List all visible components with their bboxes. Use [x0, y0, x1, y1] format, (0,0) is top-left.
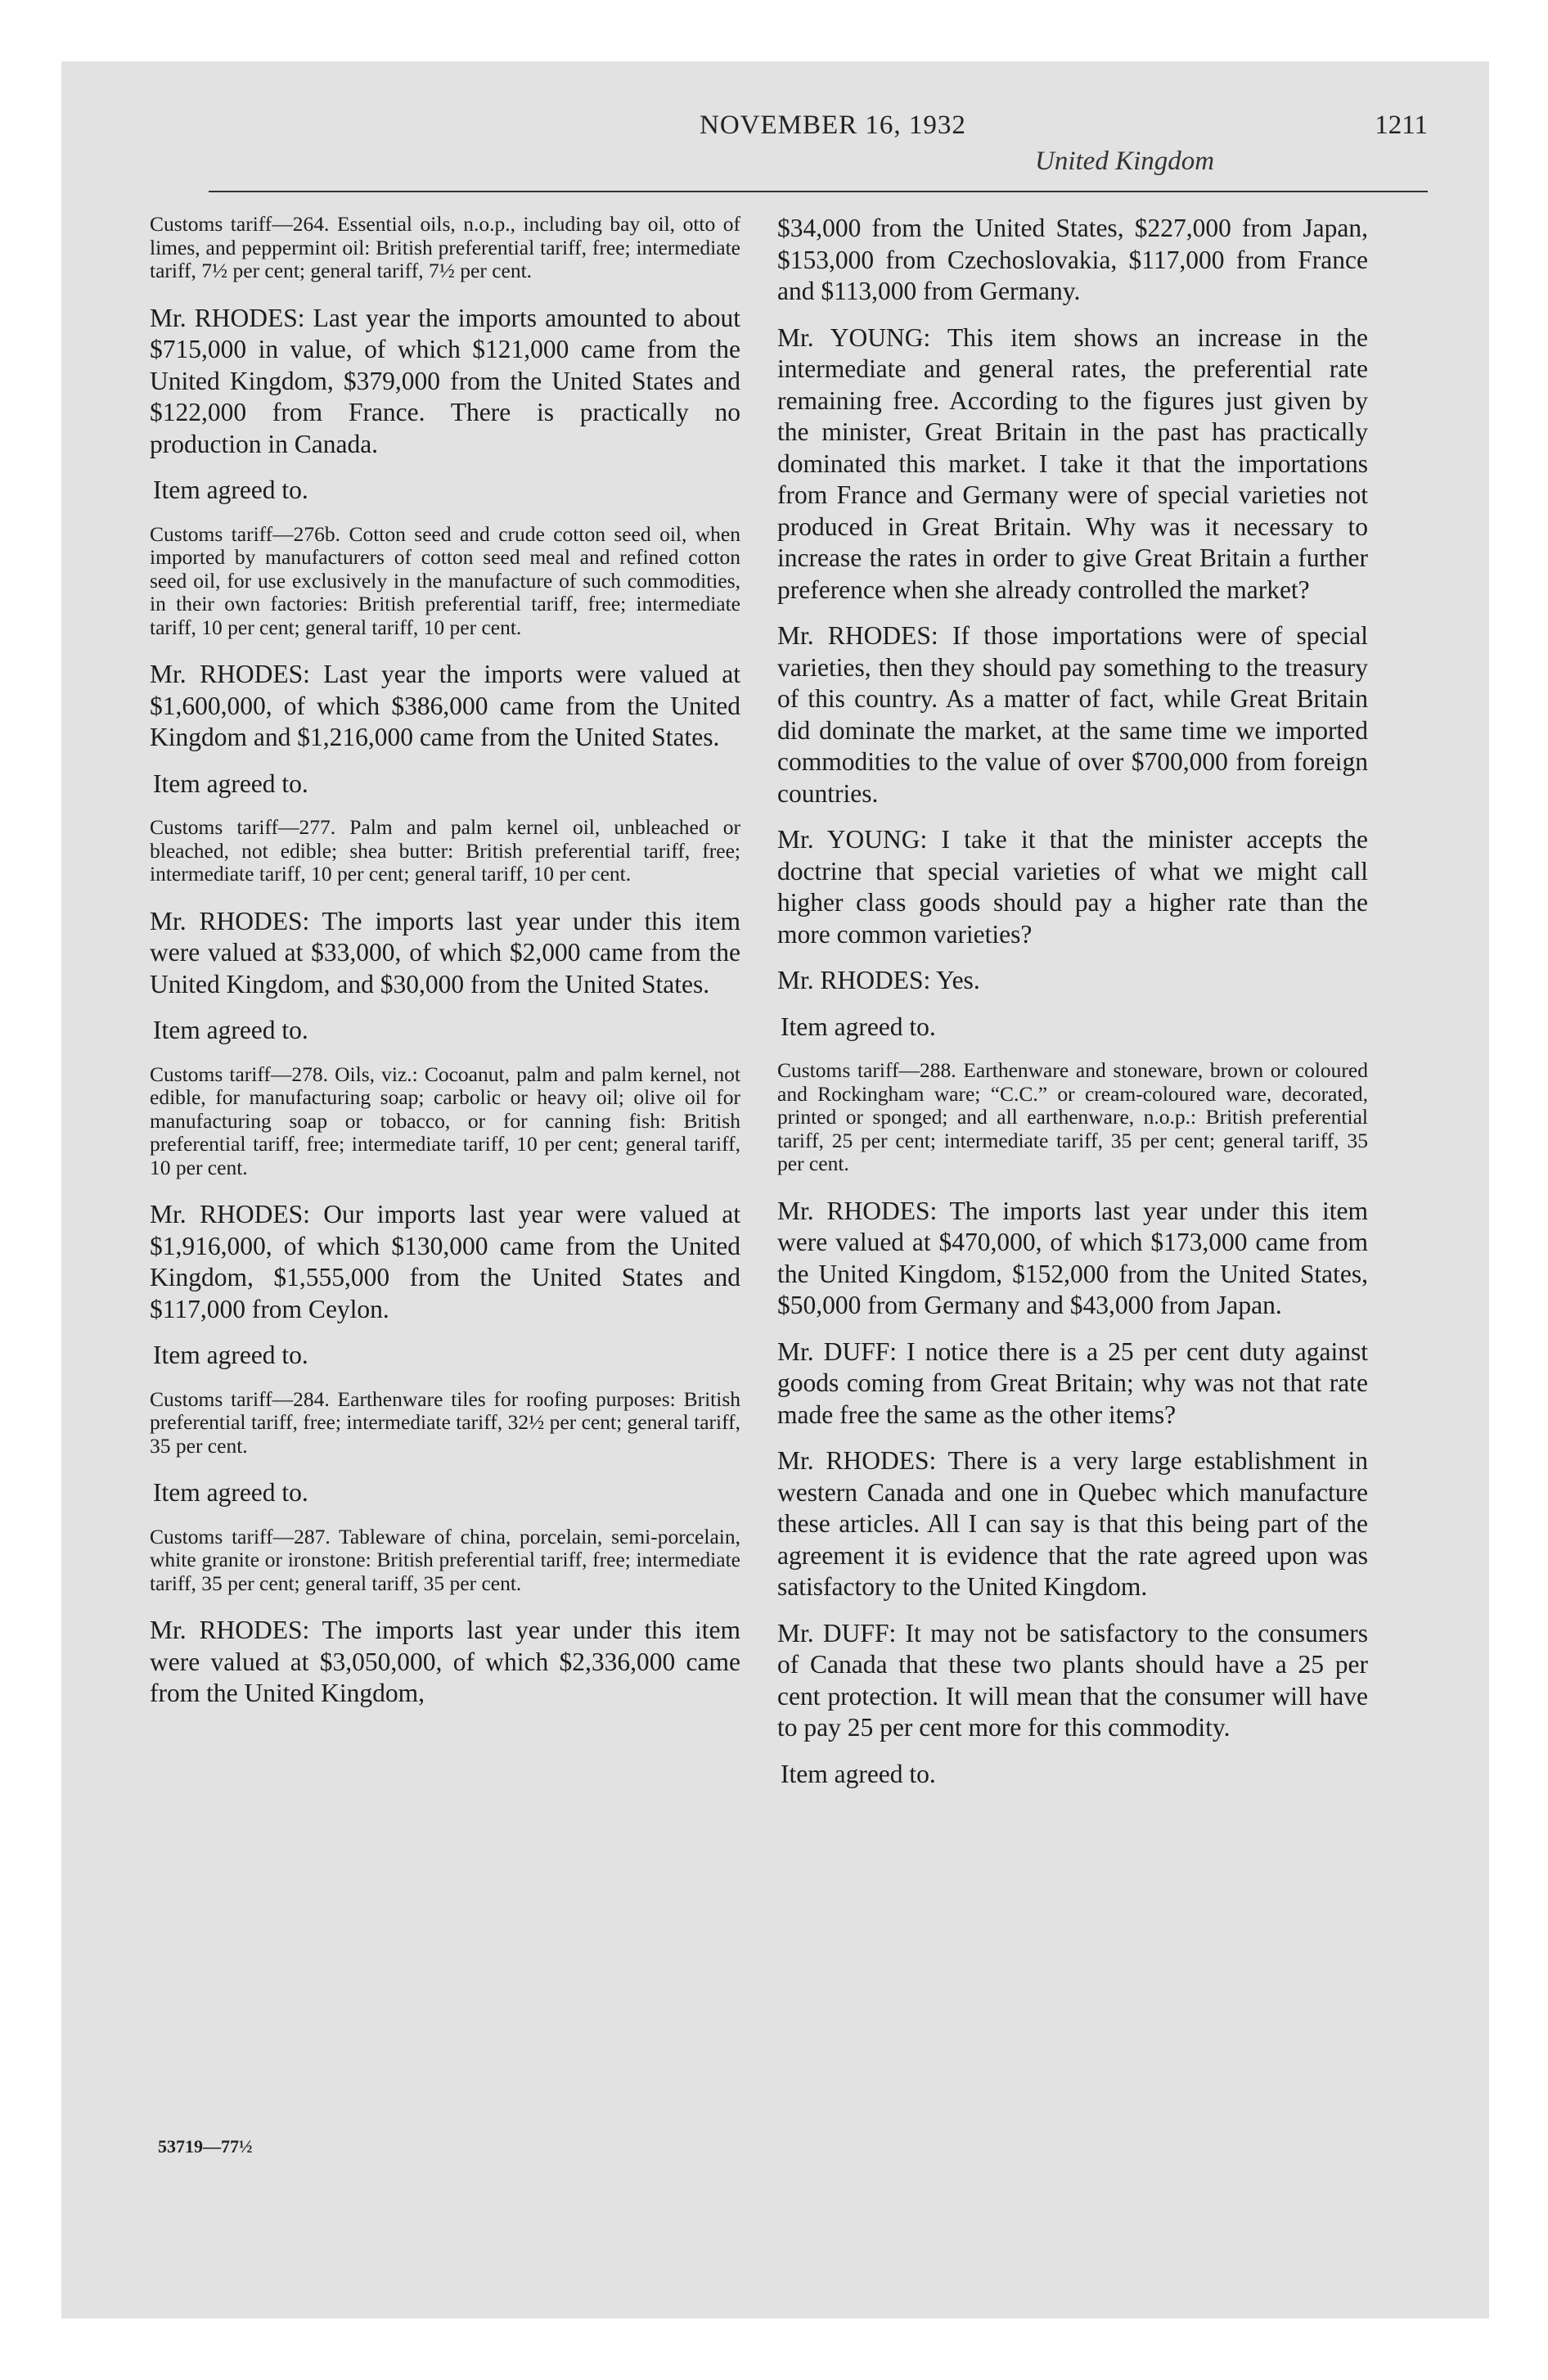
speech-paragraph: Mr. YOUNG: This item shows an increase in the intermediate and general rates, the preferential rate remaining free. According to the figures just given by the minister, Great Britain in the past has practically dominated this market. I take it that the importations from France and Germany were of special varieties not produced in Great Britain. Why was it necessary to increase the rates in order to give Great Britain a further preference when she already controlled the market?	[777, 322, 1368, 604]
tariff-item: Customs tariff—264. Essential oils, n.o.p., including bay oil, otto of limes, and peppermint oil: British preferential tariff, free; intermediate tariff, 7½ per cent; general tariff, 7½ per cent.	[150, 212, 740, 282]
speech-paragraph: Mr. RHODES: The imports last year under this item were valued at $33,000, of which $2,000 came from the United Kingdom, and $30,000 from the United States.	[150, 906, 740, 998]
tariff-item: Customs tariff—278. Oils, viz.: Cocoanut, palm and palm kernel, not edible, for manufacturing soap; carbolic or heavy oil; olive oil for manufacturing soap or tobacco, or for canning fish: British preferential tariff, free; intermediate tariff, 10 per cent; general tariff, 10 per cent.	[150, 1062, 740, 1179]
item-agreed: Item agreed to.	[781, 1759, 936, 1788]
print-code-footnote: 53719—77½	[158, 2136, 253, 2157]
page-number: 1211	[1375, 110, 1428, 140]
speech-paragraph: Mr. RHODES: The imports last year under this item were valued at $470,000, of which $173,000 came from the United Kingdom, $152,000 from the United States, $50,000 from Germany and $43,000 from Japan.	[777, 1196, 1368, 1319]
page-header	[209, 110, 1428, 184]
item-agreed: Item agreed to.	[153, 476, 308, 504]
speech-paragraph: Mr. RHODES: There is a very large establishment in western Canada and one in Quebec which manufacture these articles. All I can say is that this being part of the agreement it is evidence that the rate agreed upon was satisfactory to the United Kingdom.	[777, 1446, 1368, 1601]
document-page	[61, 61, 1489, 2319]
speech-paragraph: Mr. RHODES: Our imports last year were valued at $1,916,000, of which $130,000 came from the United Kingdom, $1,555,000 from the United States and $117,000 from Ceylon.	[150, 1200, 740, 1323]
header-date: NOVEMBER 16, 1932	[700, 110, 966, 140]
speech-paragraph: Mr. DUFF: I notice there is a 25 per cent duty against goods coming from Great Britain; why was not that rate made free the same as the other items?	[777, 1336, 1368, 1429]
tariff-item: Customs tariff—288. Earthenware and stoneware, brown or coloured and Rockingham ware; “C.C.” or cream-coloured ware, decorated, printed or sponged; and all earthenware, n.o.p.: British preferential tariff, 25 per cent; intermediate tariff, 35 per cent; general tariff, 35 per cent.	[777, 1058, 1368, 1175]
speech-paragraph: Mr. RHODES: Last year the imports amounted to about $715,000 in value, of which $121,000 came from the United Kingdom, $379,000 from the United States and $122,000 from France. There is practically no production in Canada.	[150, 303, 740, 458]
item-agreed: Item agreed to.	[153, 1478, 308, 1507]
speech-paragraph: Mr. DUFF: It may not be satisfactory to the consumers of Canada that these two plants should have a 25 per cent protection. It will mean that the consumer will have to pay 25 per cent more for this commodity.	[777, 1618, 1368, 1742]
speech-paragraph: Mr. RHODES: Last year the imports were valued at $1,600,000, of which $386,000 came from the United Kingdom and $1,216,000 came from the United States.	[150, 660, 740, 751]
header-rule	[209, 191, 1428, 192]
tariff-item: Customs tariff—276b. Cotton seed and crude cotton seed oil, when imported by manufacturers of cotton seed meal and refined cotton seed oil, for use exclusively in the manufacture of such commodities, in their own factories: British preferential tariff, free; intermediate tariff, 10 per cent; general tariff, 10 per cent.	[150, 521, 740, 639]
speech-paragraph: Mr. RHODES: Yes.	[777, 966, 980, 994]
tariff-item: Customs tariff—277. Palm and palm kernel oil, unbleached or bleached, not edible; shea butter: British preferential tariff, free; intermediate tariff, 10 per cent; general tariff, 10 per cent.	[150, 815, 740, 886]
speech-paragraph: $34,000 from the United States, $227,000 from Japan, $153,000 from Czechoslovakia, $117,000 from France and $113,000 from Germany.	[777, 214, 1368, 305]
item-agreed: Item agreed to.	[781, 1012, 936, 1041]
header-subtitle: United Kingdom	[1035, 146, 1215, 176]
item-agreed: Item agreed to.	[153, 1341, 308, 1369]
right-column	[777, 213, 1368, 1806]
item-agreed: Item agreed to.	[153, 1016, 308, 1044]
left-column	[150, 213, 740, 1724]
speech-paragraph: Mr. RHODES: The imports last year under this item were valued at $3,050,000, of which $2,336,000 came from the United Kingdom,	[150, 1616, 740, 1707]
speech-paragraph: Mr. YOUNG: I take it that the minister accepts the doctrine that special varieties of what we might call higher class goods should pay a higher rate than the more common varieties?	[777, 825, 1368, 949]
tariff-item: Customs tariff—287. Tableware of china, porcelain, semi-porcelain, white granite or ironstone: British preferential tariff, free; intermediate tariff, 35 per cent; general tariff, 35 per cent.	[150, 1524, 740, 1595]
speech-paragraph: Mr. RHODES: If those importations were of special varieties, then they should pay something to the treasury of this country. As a matter of fact, while Great Britain did dominate the market, at the same time we imported commodities to the value of over $700,000 from foreign countries.	[777, 621, 1368, 808]
tariff-item: Customs tariff—284. Earthenware tiles for roofing purposes: British preferential tariff, free; intermediate tariff, 32½ per cent; general tariff, 35 per cent.	[150, 1386, 740, 1458]
item-agreed: Item agreed to.	[153, 769, 308, 798]
